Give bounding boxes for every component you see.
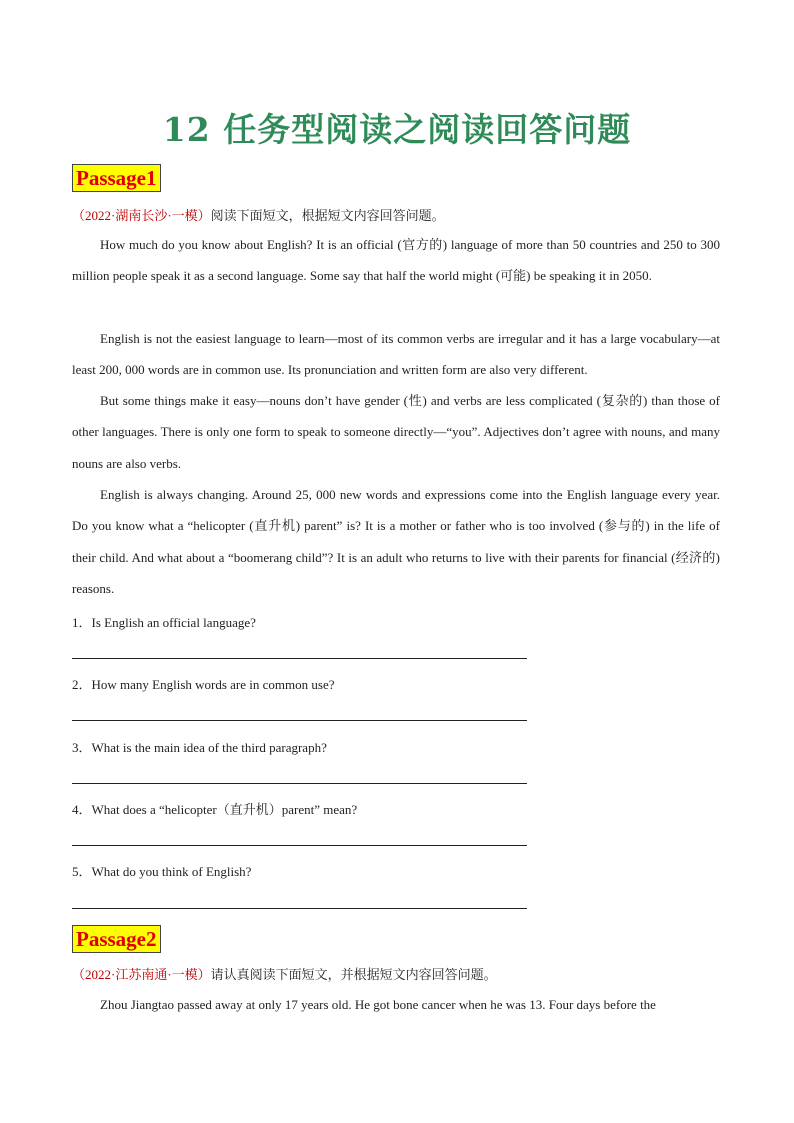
- passage1-paragraph-2: English is not the easiest language to learn—most of its common verbs are irregular and it has a large vocabulary—at least 200, 000 words are in common use. Its pronunciation and written form are also very different.: [72, 331, 720, 378]
- answer-line-3[interactable]: [72, 783, 527, 784]
- passage2-source-instruction: 请认真阅读下面短文，并根据短文内容回答问题。: [210, 967, 497, 982]
- passage2-label: Passage2: [72, 925, 161, 953]
- passage2-paragraph-1: Zhou Jiangtao passed away at only 17 years old. He got bone cancer when he was 13. Four days before the: [100, 997, 656, 1012]
- question-4: 4．What does a “helicopter（直升机）parent” mean?: [72, 802, 358, 817]
- page-title: 12 任务型阅读之阅读回答问题: [162, 110, 632, 149]
- passage1-paragraph-4: English is always changing. Around 25, 000 new words and expressions come into the English language every year. Do you know what a “helicopter (直升机) parent” is? It is a mother or father who is too involved (参与的) in the life of their child. And what about a “boomerang child”? It is an adult who returns to live with their parents for financial (经济的) reasons.: [72, 487, 720, 596]
- passage1-source-instruction: 阅读下面短文，根据短文内容回答问题。: [210, 208, 445, 223]
- question-2: 2．How many English words are in common use?: [72, 677, 335, 692]
- answer-line-1[interactable]: [72, 658, 527, 659]
- passage1-paragraph-1: How much do you know about English? It is an official (官方的) language of more than 50 countries and 250 to 300 million people speak it as a second language. Some say that half the world might (可能) be speaking it in 2050.: [72, 237, 720, 284]
- passage1-source: [72, 205, 445, 224]
- question-1: 1．Is English an official language?: [72, 615, 256, 630]
- passage2-source-cite: （2022·江苏南通·一模）: [72, 967, 211, 982]
- question-5: 5．What do you think of English?: [72, 864, 252, 879]
- answer-line-5[interactable]: [72, 908, 527, 909]
- passage1-source-cite: （2022·湖南长沙·一模）: [72, 208, 211, 223]
- answer-line-4[interactable]: [72, 845, 527, 846]
- answer-line-2[interactable]: [72, 720, 527, 721]
- question-3: 3．What is the main idea of the third paragraph?: [72, 740, 327, 755]
- passage2-source: [72, 964, 497, 983]
- passage1-label: Passage1: [72, 164, 161, 192]
- passage1-paragraph-3: But some things make it easy—nouns don’t have gender (性) and verbs are less complicated (复杂的) than those of other languages. There is only one form to speak to someone directly—“you”. Adjectives don’t agree with nouns, and many nouns are also verbs.: [72, 393, 720, 471]
